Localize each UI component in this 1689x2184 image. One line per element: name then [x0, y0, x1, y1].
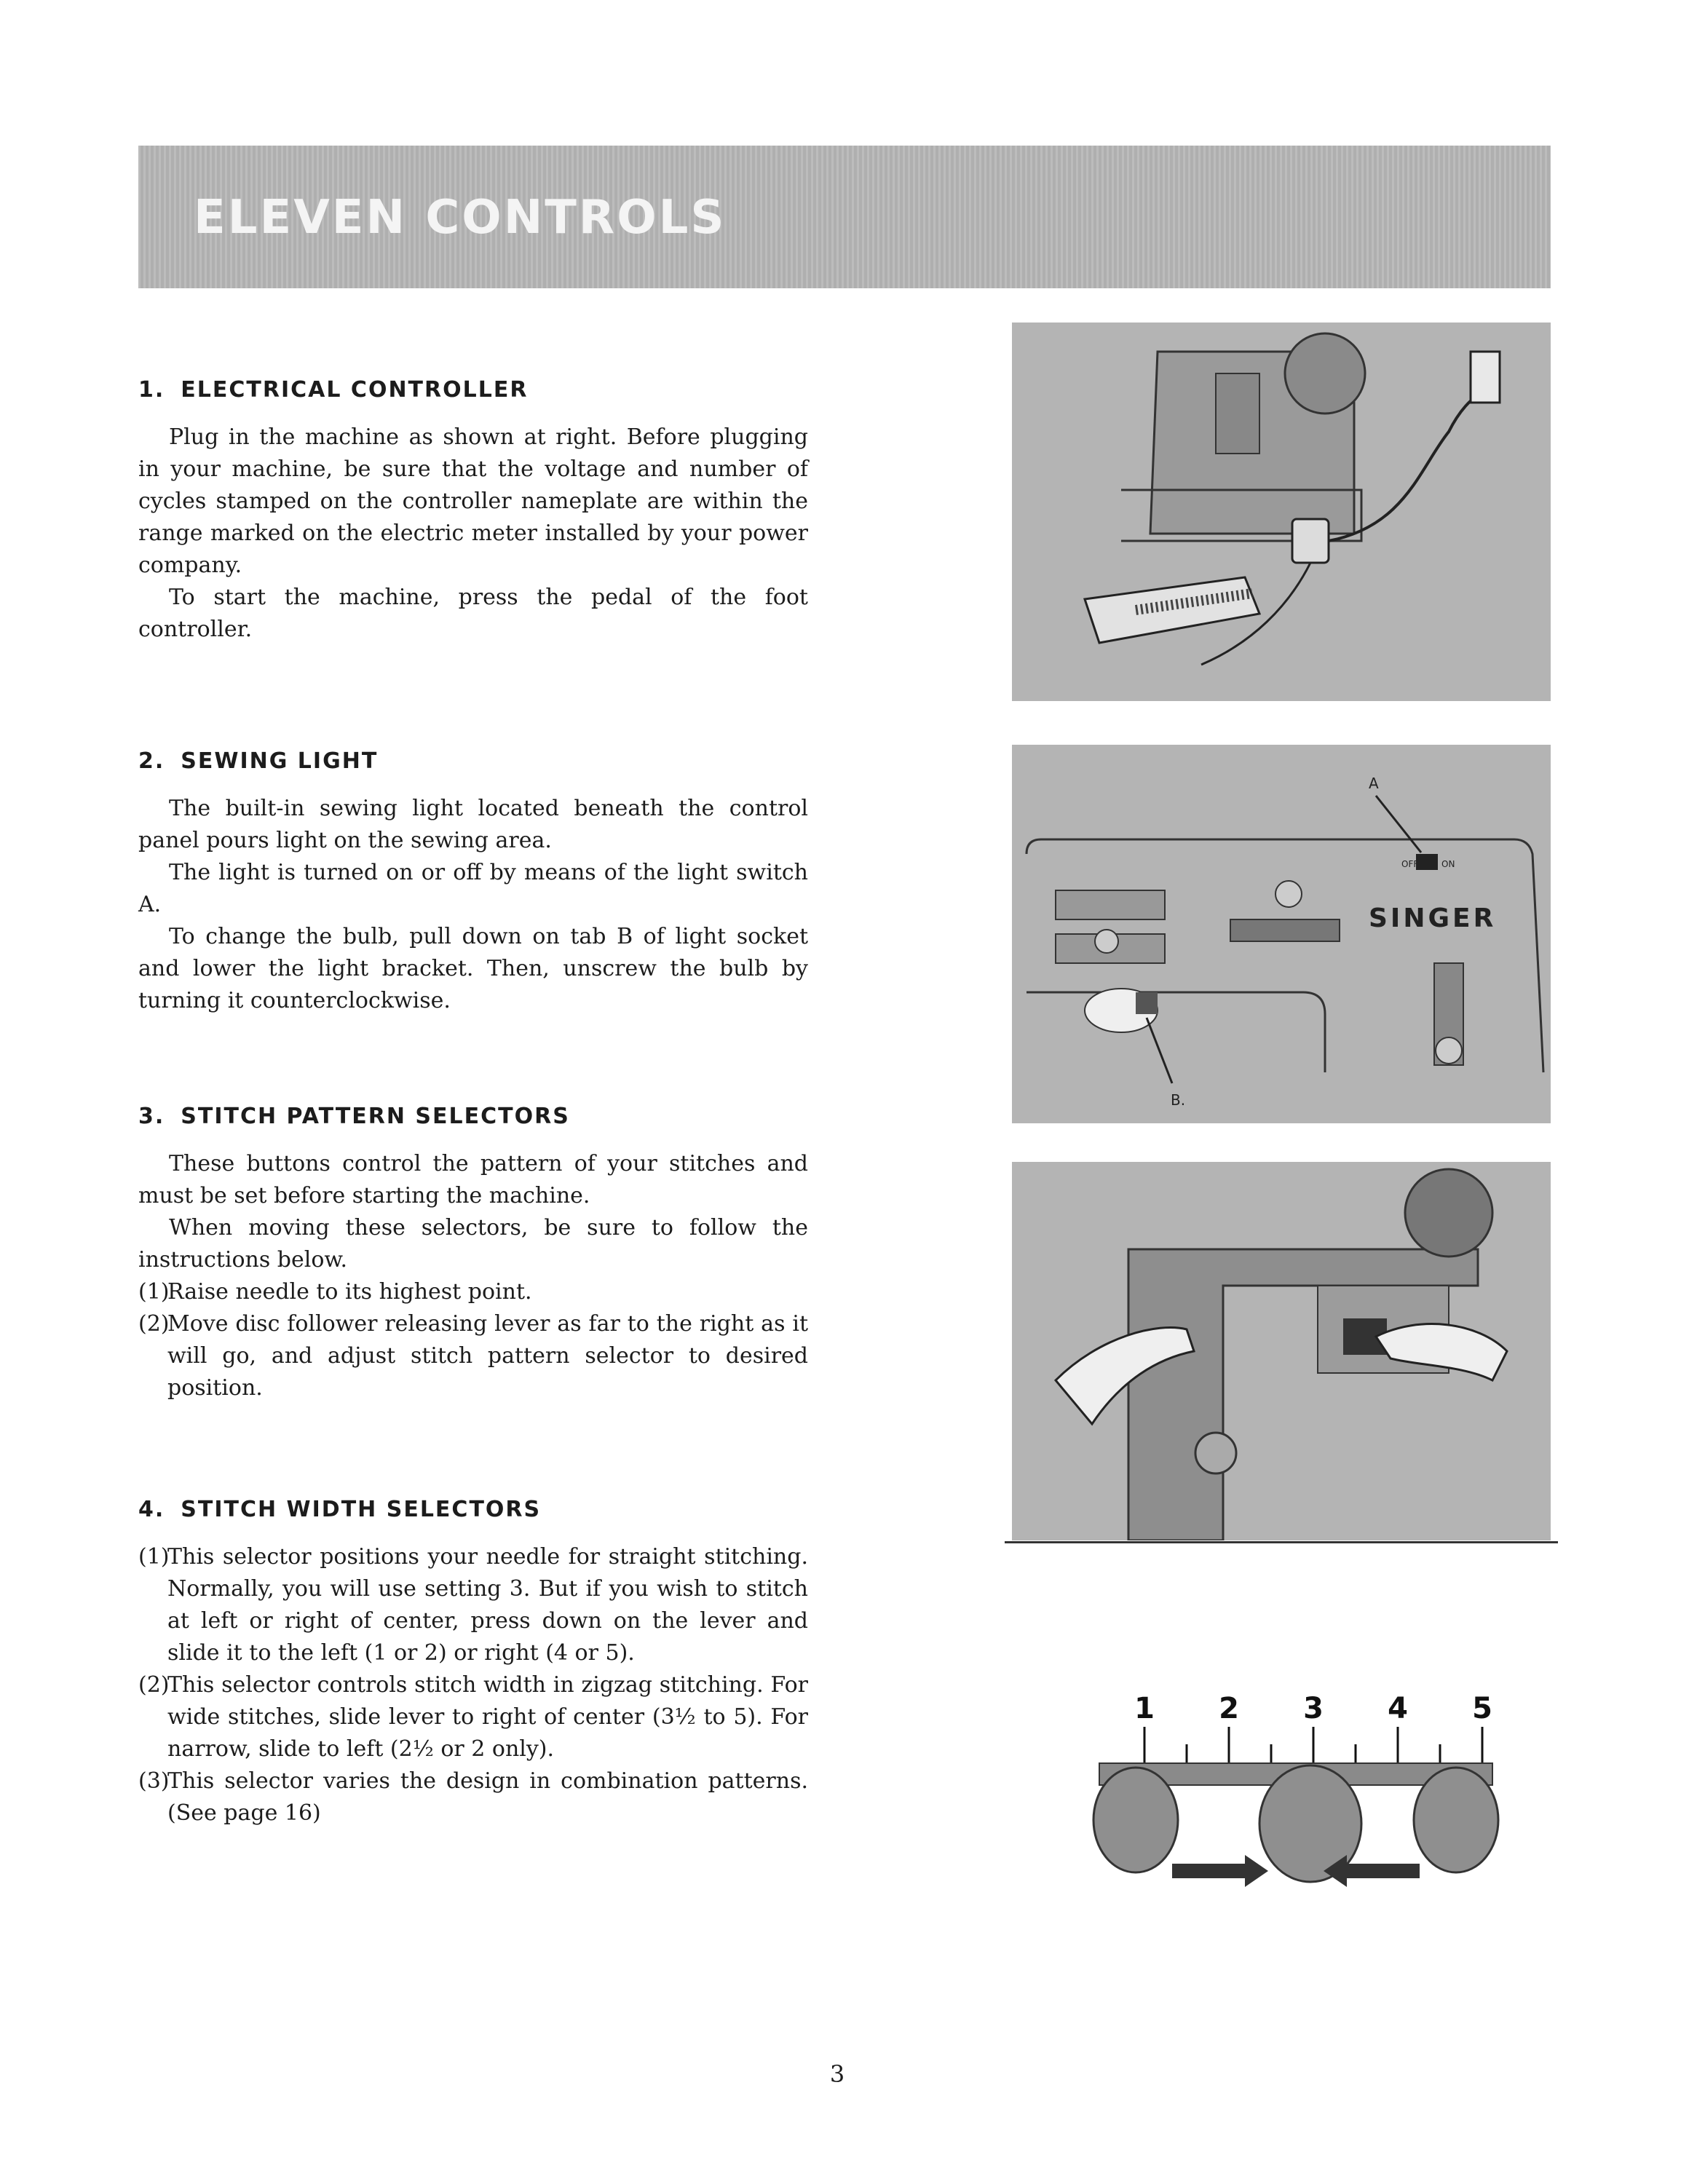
paragraph: To change the bulb, pull down on tab B of light socket and lower the light bracket. Then, unscrew the bulb by turning it counterclockwise. [138, 924, 808, 1013]
section-electrical-controller [138, 377, 808, 646]
label-a: A [1369, 775, 1379, 792]
width-label-4: 4 [1388, 1692, 1408, 1725]
section-banner [138, 146, 1551, 288]
figure-divider [1005, 1541, 1558, 1543]
section-heading [138, 1104, 808, 1129]
list-text: This selector varies the design in combination patterns. (See page 16) [167, 1768, 808, 1826]
width-label-2: 2 [1219, 1692, 1239, 1725]
section-number: 1. [138, 377, 165, 403]
section-sewing-light [138, 748, 808, 1017]
sewing-machine-plug-illustration [1012, 323, 1551, 701]
section-heading [138, 377, 808, 403]
page-number: 3 [829, 2060, 845, 2088]
figure-control-panel [1012, 745, 1551, 1123]
section-heading [138, 1497, 808, 1522]
control-panel-illustration [1012, 745, 1551, 1123]
list-marker: (3) [138, 1768, 170, 1794]
section-heading [138, 748, 808, 774]
list-item [138, 1765, 808, 1829]
section-title: STITCH PATTERN SELECTORS [181, 1104, 570, 1129]
section-number: 2. [138, 748, 165, 774]
list-item [138, 1541, 808, 1669]
brand-label: SINGER [1369, 903, 1497, 933]
figure-stitch-pattern [1012, 1162, 1551, 1540]
label-b: B. [1171, 1091, 1186, 1109]
section-title: ELECTRICAL CONTROLLER [181, 377, 529, 403]
list-item [138, 1276, 808, 1308]
step-list [138, 1541, 808, 1829]
section-title: STITCH WIDTH SELECTORS [181, 1497, 542, 1522]
switch-off-label: OFF [1401, 859, 1419, 869]
page-title: ELEVEN CONTROLS [194, 191, 727, 245]
paragraph: These buttons control the pattern of your stitches and must be set before starting the machine. [138, 1151, 808, 1208]
figure-stitch-width [1077, 1682, 1514, 1900]
paragraph: Plug in the machine as shown at right. Before plugging in your machine, be sure that the voltage and number of cycles stamped on the controller nameplate are within the range marked on the electric meter installed by your power company. [138, 424, 808, 578]
list-text: This selector positions your needle for straight stitching. Normally, you will use setting 3. But if you wish to stitch at left or right of center, press down on the lever and slide it to the left (1 or 2) or right (4 or 5). [167, 1544, 808, 1666]
list-text: Move disc follower releasing lever as far to the right as it will go, and adjust stitch pattern selector to desired position. [167, 1311, 808, 1401]
list-marker: (2) [138, 1311, 170, 1337]
list-text: This selector controls stitch width in zigzag stitching. For wide stitches, slide lever to right of center (3½ to 5). For narrow, slide to left (2½ or 2 only). [167, 1672, 808, 1762]
stitch-width-illustration [1077, 1682, 1514, 1900]
section-number: 4. [138, 1497, 165, 1522]
section-stitch-pattern-selectors [138, 1104, 808, 1404]
section-stitch-width-selectors [138, 1497, 808, 1829]
section-number: 3. [138, 1104, 165, 1129]
figure-electrical-controller [1012, 323, 1551, 701]
list-marker: (2) [138, 1672, 170, 1698]
paragraph: To start the machine, press the pedal of the foot controller. [138, 585, 808, 642]
list-item [138, 1308, 808, 1404]
width-label-1: 1 [1134, 1692, 1155, 1725]
section-title: SEWING LIGHT [181, 748, 379, 774]
paragraph: The light is turned on or off by means of the light switch A. [138, 860, 808, 917]
switch-on-label: ON [1441, 859, 1455, 869]
paragraph: The built-in sewing light located beneath the control panel pours light on the sewing area. [138, 796, 808, 853]
width-label-3: 3 [1303, 1692, 1324, 1725]
step-list [138, 1276, 808, 1404]
list-marker: (1) [138, 1544, 170, 1570]
list-item [138, 1669, 808, 1765]
width-label-5: 5 [1472, 1692, 1492, 1725]
list-marker: (1) [138, 1279, 170, 1305]
paragraph: When moving these selectors, be sure to follow the instructions below. [138, 1215, 808, 1273]
list-text: Raise needle to its highest point. [167, 1279, 532, 1305]
stitch-pattern-illustration [1012, 1162, 1551, 1540]
